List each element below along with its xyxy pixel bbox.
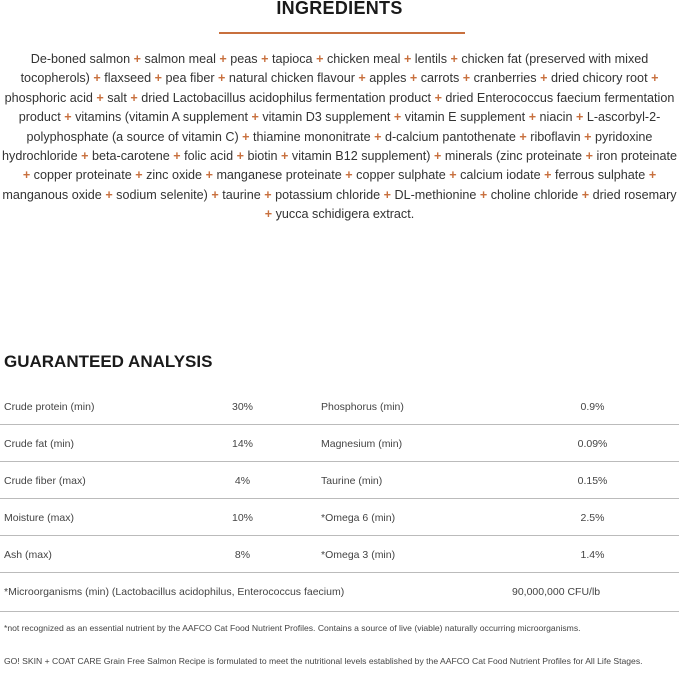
footnote: *not recognized as an essential nutrient by the AAFCO Cat Food Nutrient Profiles. Contains a source of live (viable) naturally occurring microorganisms. [4, 623, 581, 633]
plus-separator: + [173, 149, 181, 164]
plus-separator: + [236, 149, 244, 164]
nutrient-value: 0.9% [580, 401, 605, 413]
plus-separator: + [154, 71, 163, 86]
ingredient-item: DL-methionine [394, 187, 477, 202]
ingredient-item: De-boned salmon [30, 52, 131, 66]
ingredient-item: flaxseed [104, 71, 152, 86]
ingredient-item: folic acid [184, 149, 234, 164]
plus-separator: + [316, 52, 324, 66]
ingredient-item: lentils [414, 52, 447, 66]
nutrient-label: Crude protein (min) [4, 401, 95, 413]
ingredient-item: vitamin D3 supplement [262, 110, 391, 125]
ingredients-heading: INGREDIENTS [276, 0, 403, 18]
ingredient-item: potassium chloride [275, 187, 381, 202]
nutrient-label: Crude fiber (max) [4, 475, 86, 487]
plus-separator: + [281, 149, 289, 164]
plus-separator: + [96, 90, 104, 105]
ingredient-item: salt [107, 90, 127, 105]
plus-separator: + [345, 168, 353, 183]
nutrient-label: Ash (max) [4, 549, 52, 561]
nutrient-label: *Microorganisms (min) (Lactobacillus acidophilus, Enterococcus faecium) [4, 586, 345, 598]
plus-separator: + [264, 207, 273, 222]
ingredient-item: pea fiber [165, 71, 215, 86]
plus-separator: + [651, 71, 659, 86]
nutrient-label: *Omega 6 (min) [321, 512, 396, 524]
ingredient-item: dried chicory root [550, 71, 648, 86]
ingredient-item: copper proteinate [33, 168, 132, 183]
plus-separator: + [449, 168, 457, 183]
aafco-statement: GO! SKIN + COAT CARE Grain Free Salmon Recipe is formulated to meet the nutritional levels established by the AAFCO Cat Food Nutrient Profiles for All Life Stages. [4, 656, 643, 666]
plus-separator: + [434, 90, 442, 105]
plus-separator: + [479, 187, 488, 202]
ingredient-item: choline chloride [490, 187, 579, 202]
plus-separator: + [81, 149, 89, 164]
ingredient-item: chicken fat (preserved with mixed tocopherols) [20, 52, 649, 86]
ingredient-item: riboflavin [530, 129, 581, 144]
ingredient-item: taurine [222, 187, 261, 202]
ingredient-item: phosphoric acid [4, 90, 93, 105]
ingredient-item: manganous oxide [2, 187, 102, 202]
nutrient-label: Crude fat (min) [4, 438, 75, 450]
ingredient-item: L-ascorbyl-2-polyphosphate (a source of vitamin C) [26, 110, 661, 144]
guaranteed-analysis-heading: GUARANTEED ANALYSIS [4, 352, 213, 371]
plus-separator: + [358, 71, 366, 86]
analysis-row [0, 499, 679, 536]
analysis-row [0, 462, 679, 499]
plus-separator: + [105, 187, 113, 202]
plus-separator: + [130, 90, 138, 105]
ingredient-item: manganese proteinate [216, 168, 342, 183]
plus-separator: + [403, 52, 412, 66]
plus-separator: + [93, 71, 101, 86]
ingredient-item: dried rosemary [592, 187, 677, 202]
plus-separator: + [205, 168, 213, 183]
ingredient-item: natural chicken flavour [228, 71, 355, 86]
plus-separator: + [393, 110, 402, 125]
plus-separator: + [540, 71, 548, 86]
ingredient-item: carrots [420, 71, 460, 86]
ingredient-item: beta-carotene [92, 149, 170, 164]
ingredient-item: tapioca [271, 52, 313, 66]
nutrient-label: *Omega 3 (min) [321, 549, 396, 561]
ingredient-item: copper sulphate [356, 168, 446, 183]
nutrient-value: 4% [234, 475, 251, 487]
nutrient-value: 10% [231, 512, 253, 524]
ingredient-item: vitamin B12 supplement) [291, 149, 431, 164]
nutrient-label: Magnesium (min) [321, 438, 403, 450]
plus-separator: + [22, 168, 31, 183]
plus-separator: + [261, 52, 269, 66]
analysis-table [0, 388, 679, 612]
nutrient-value: 2.5% [580, 512, 605, 524]
plus-separator: + [648, 168, 657, 183]
ingredient-item: salmon meal [144, 52, 216, 66]
analysis-row [0, 425, 679, 462]
nutrient-value: 14% [231, 438, 253, 450]
nutrient-label: Taurine (min) [321, 475, 383, 487]
ingredient-item: d-calcium pantothenate [384, 129, 516, 144]
plus-separator: + [133, 52, 142, 66]
plus-separator: + [585, 149, 593, 164]
plus-separator: + [544, 168, 552, 183]
plus-separator: + [434, 149, 442, 164]
nutrient-value: 30% [231, 401, 253, 413]
ingredient-item: thiamine mononitrate [253, 129, 371, 144]
plus-separator: + [264, 187, 272, 202]
nutrient-label: Moisture (max) [4, 512, 75, 524]
analysis-row [0, 536, 679, 573]
plus-separator: + [584, 129, 592, 144]
ingredient-item: ferrous sulphate [555, 168, 646, 183]
analysis-row [0, 388, 679, 425]
ingredient-item: niacin [539, 110, 573, 125]
nutrient-value: 0.15% [577, 475, 608, 487]
plus-separator: + [383, 187, 391, 202]
plus-separator: + [409, 71, 418, 86]
plus-separator: + [581, 187, 590, 202]
plus-separator: + [242, 129, 250, 144]
ingredient-item: chicken meal [326, 52, 401, 66]
ingredient-item: vitamin E supplement [404, 110, 526, 125]
plus-separator: + [462, 71, 471, 86]
ingredient-item: iron proteinate [596, 149, 677, 164]
plus-separator: + [64, 110, 72, 125]
ingredient-item: dried Enterococcus faecium fermentation product [18, 90, 675, 125]
plus-separator: + [211, 187, 219, 202]
plus-separator: + [519, 129, 527, 144]
plus-separator: + [374, 129, 382, 144]
ingredient-item: vitamins (vitamin A supplement [75, 110, 248, 125]
nutrient-value: 0.09% [577, 438, 608, 450]
nutrient-value: 90,000,000 CFU/lb [512, 586, 601, 598]
plus-separator: + [219, 52, 227, 66]
plus-separator: + [528, 110, 537, 125]
plus-separator: + [218, 71, 226, 86]
ingredient-item: yucca schidigera extract. [275, 207, 415, 222]
ingredient-item: zinc oxide [146, 168, 203, 183]
plus-separator: + [251, 110, 259, 125]
nutrient-value: 1.4% [580, 549, 605, 561]
plus-separator: + [450, 52, 458, 66]
ingredient-item: sodium selenite) [116, 187, 208, 202]
ingredients-list [2, 50, 677, 225]
ingredient-item: pyridoxine hydrochloride [2, 129, 653, 164]
nutrient-label: Phosphorus (min) [321, 401, 404, 413]
ingredient-item: apples [369, 71, 407, 86]
ingredient-item: minerals (zinc proteinate [444, 149, 583, 164]
ingredient-item: cranberries [473, 71, 537, 86]
ingredient-item: peas [230, 52, 258, 66]
ingredient-item: dried Lactobacillus acidophilus fermentation product [141, 90, 432, 105]
analysis-row-microorganisms [0, 573, 679, 612]
ingredient-item: calcium iodate [460, 168, 541, 183]
plus-separator: + [575, 110, 584, 125]
ingredient-item: biotin [247, 149, 278, 164]
plus-separator: + [135, 168, 143, 183]
nutrient-value: 8% [234, 549, 251, 561]
heading-underline [219, 32, 465, 34]
